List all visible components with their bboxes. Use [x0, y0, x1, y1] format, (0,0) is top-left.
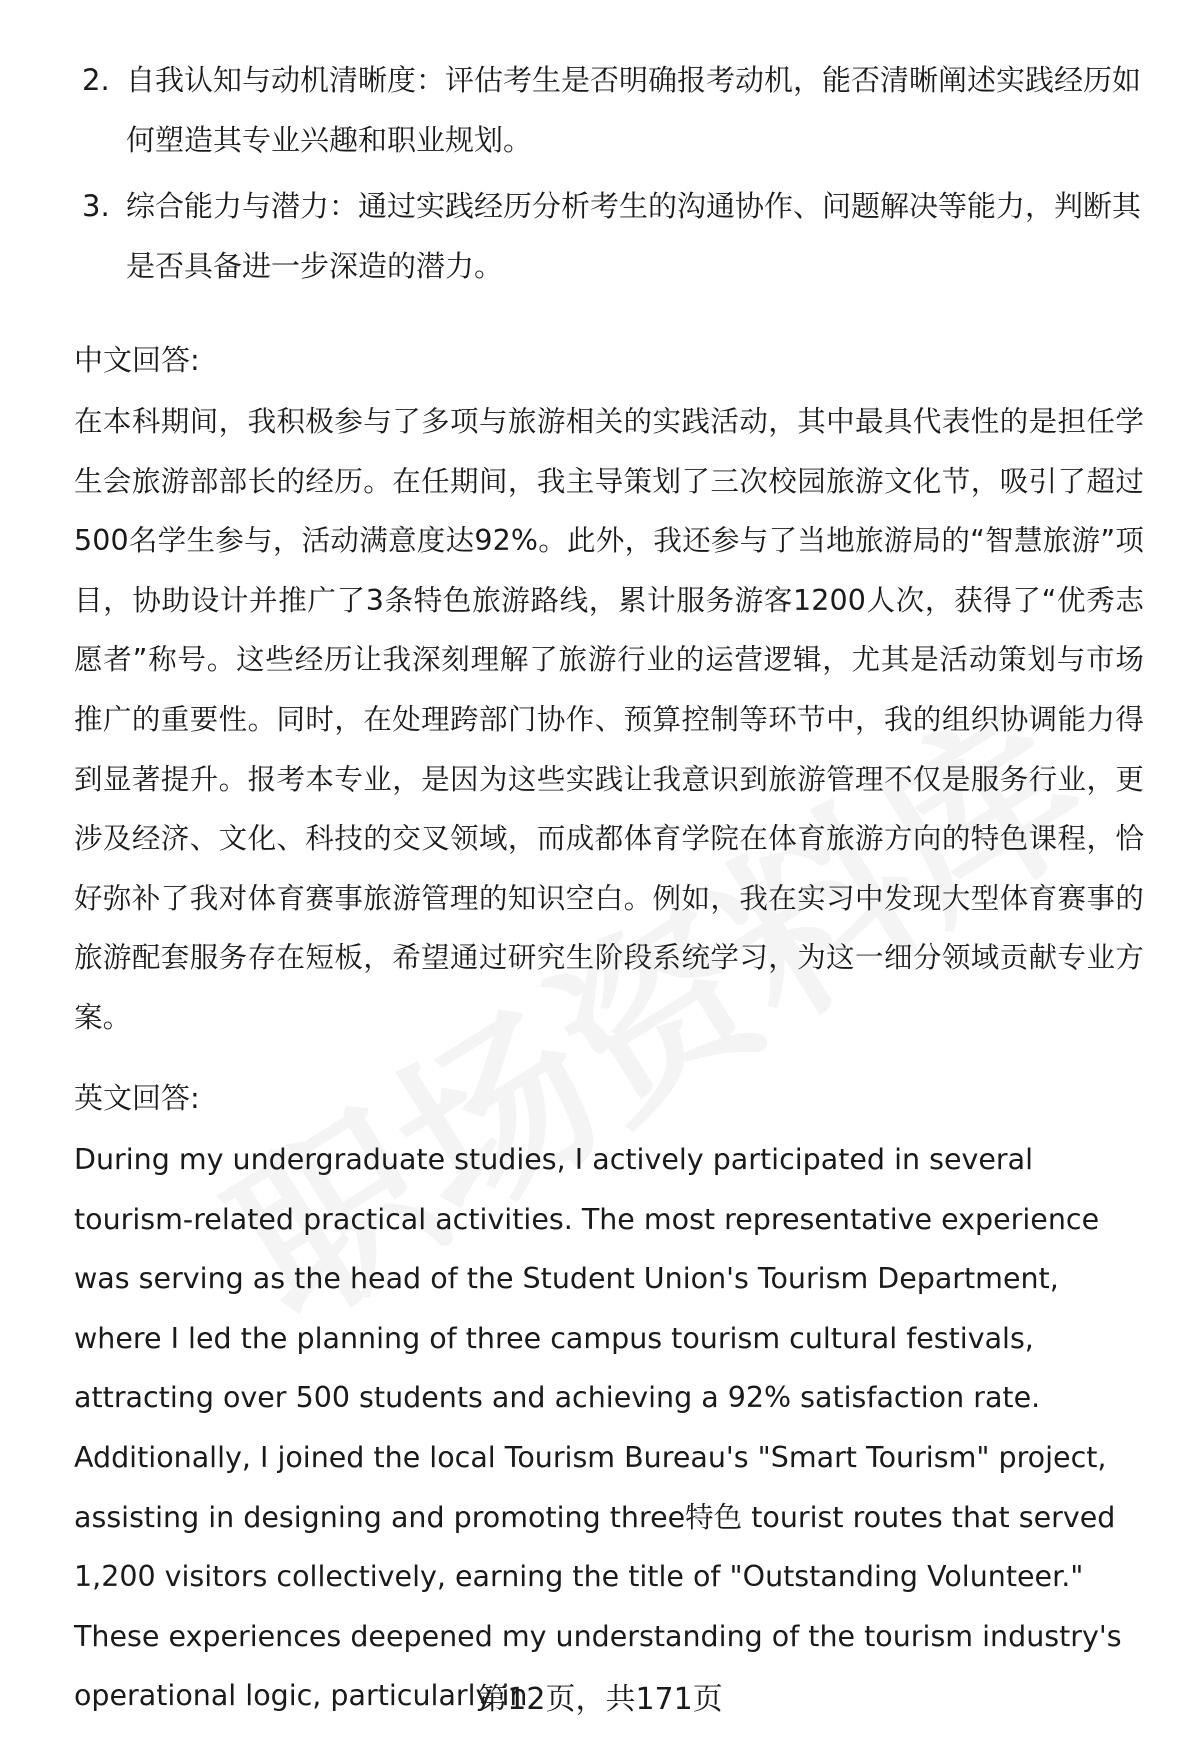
criteria-number: 2. [82, 63, 110, 97]
chinese-answer-heading: 中文回答: [74, 343, 200, 377]
criteria-text: 综合能力与潜力：通过实践经历分析考生的沟通协作、问题解决等能力，判断其是否具备进一步深造的潜力。 [126, 189, 1142, 283]
english-answer-body: During my undergraduate studies, I actively participated in several tourism-related practical activities. The most representative experience was serving as the head of the Student Union's Tourism Department, where I led the planning of three campus tourism cultural festivals, attracting over 500 students and achieving a 92% satisfaction rate. Additionally, I joined the local Tourism Bureau's "Smart Tourism" project, assisting in designing and promoting three特色 tourist routes that served 1,200 visitors collectively, earning the title of "Outstanding Volunteer." These experiences deepened my understanding of the tourism industry's operational logic, particularly in [74, 1143, 1122, 1713]
chinese-answer-body: 在本科期间，我积极参与了多项与旅游相关的实践活动，其中最具代表性的是担任学生会旅游部部长的经历。在任期间，我主导策划了三次校园旅游文化节，吸引了超过500名学生参与，活动满意度达92%。此外，我还参与了当地旅游局的“智慧旅游”项目，协助设计并推广了3条特色旅游路线，累计服务游客1200人次，获得了“优秀志愿者”称号。这些经历让我深刻理解了旅游行业的运营逻辑，尤其是活动策划与市场推广的重要性。同时，在处理跨部门协作、预算控制等环节中，我的组织协调能力得到显著提升。报考本专业，是因为这些实践让我意识到旅游管理不仅是服务行业，更涉及经济、文化、科技的交叉领域，而成都体育学院在体育旅游方向的特色课程，恰好弥补了我对体育赛事旅游管理的知识空白。例如，我在实习中发现大型体育赛事的旅游配套服务存在短板，希望通过研究生阶段系统学习，为这一细分领域贡献专业方案。 [74, 405, 1144, 1034]
criteria-text: 自我认知与动机清晰度：评估考生是否明确报考动机，能否清晰阐述实践经历如何塑造其专业兴趣和职业规划。 [126, 63, 1142, 157]
english-answer-heading: 英文回答: [74, 1081, 200, 1115]
page-number-footer: 第12页，共171页 [477, 1682, 723, 1717]
criteria-number: 3. [82, 189, 110, 223]
